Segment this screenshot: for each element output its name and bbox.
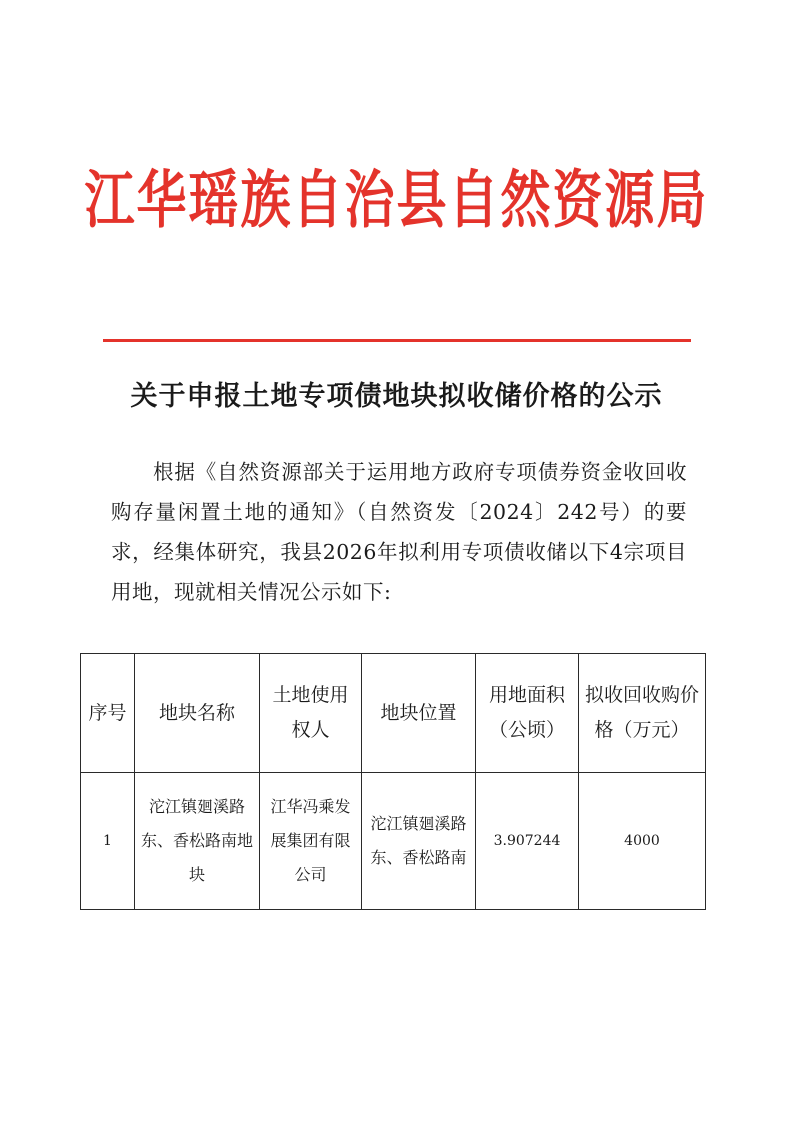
header-index: 序号 (81, 654, 135, 773)
cell-parcel-name: 沱江镇廻溪路东、香松路南地块 (135, 773, 260, 910)
cell-price: 4000 (579, 773, 706, 910)
cell-index: 1 (81, 773, 135, 910)
organization-header: 江华瑶族自治县自然资源局 (84, 163, 709, 237)
header-price: 拟收回收购价格（万元） (579, 654, 706, 773)
cell-location: 沱江镇廻溪路东、香松路南 (362, 773, 476, 910)
cell-area: 3.907244 (476, 773, 579, 910)
header-parcel-name: 地块名称 (135, 654, 260, 773)
cell-land-owner: 江华冯乘发展集团有限公司 (260, 773, 362, 910)
header-divider (103, 339, 691, 342)
header-area: 用地面积（公顷） (476, 654, 579, 773)
table-header-row (81, 654, 706, 773)
header-land-owner: 土地使用权人 (260, 654, 362, 773)
table-row (81, 773, 706, 910)
document-title: 关于申报土地专项债地块拟收储价格的公示 (130, 381, 663, 412)
header-location: 地块位置 (362, 654, 476, 773)
land-parcel-table (80, 653, 706, 910)
document-body: 根据《自然资源部关于运用地方政府专项债券资金收回收购存量闲置土地的通知》（自然资发〔2024〕242号）的要求，经集体研究，我县2026年拟利用专项债收储以下4宗项目用地，现就相关情况公示如下: (111, 460, 687, 604)
